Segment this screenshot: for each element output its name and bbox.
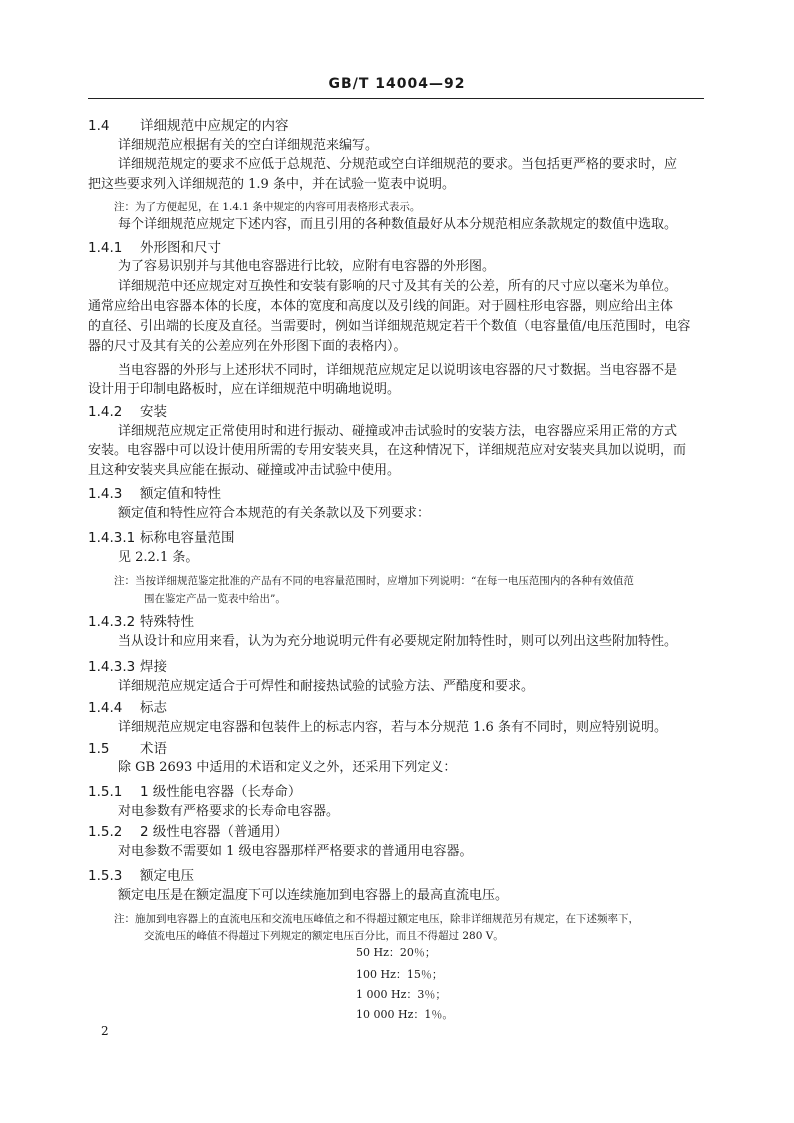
section-heading bbox=[88, 118, 289, 134]
section-heading bbox=[88, 530, 235, 546]
section-title: 详细规范中应规定的内容 bbox=[140, 118, 289, 134]
list-item: 1 000 Hz：3％； bbox=[356, 988, 447, 1001]
paragraph-line: 对电参数有严格要求的长寿命电容器。 bbox=[118, 804, 340, 819]
section-heading bbox=[88, 700, 167, 716]
paragraph-line: 详细规范应规定适合于可焊性和耐接热试验的试验方法、严酷度和要求。 bbox=[118, 679, 535, 694]
paragraph-line: 且这种安装夹具应能在振动、碰撞或冲击试验中使用。 bbox=[88, 463, 401, 478]
paragraph-line: 对电参数不需要如 1 级电容器那样严格要求的普通用电容器。 bbox=[118, 844, 473, 859]
section-title: 1 级性能电容器（长寿命） bbox=[140, 784, 302, 800]
note-line: 注：为了方便起见，在 1.4.1 条中规定的内容可用表格形式表示。 bbox=[114, 201, 421, 213]
paragraph-line: 额定值和特性应符合本规范的有关条款以及下列要求： bbox=[118, 506, 431, 521]
section-heading bbox=[88, 486, 221, 502]
section-number: 1.4.3 bbox=[88, 486, 123, 502]
section-number: 1.4.2 bbox=[88, 404, 123, 420]
page-header: GB/T 14004—92 bbox=[328, 76, 466, 92]
note-line: 交流电压的峰值不得超过下列规定的额定电压百分比，而且不得超过 280 V。 bbox=[144, 930, 504, 942]
page-number: 2 bbox=[101, 1024, 109, 1038]
section-title: 标称电容量范围 bbox=[140, 530, 235, 546]
paragraph-line: 除 GB 2693 中适用的术语和定义之外，还采用下列定义： bbox=[118, 760, 457, 775]
section-title: 安装 bbox=[140, 404, 167, 420]
paragraph-line: 每个详细规范应规定下述内容，而且引用的各种数值最好从本分规范相应条款规定的数值中选取。 bbox=[118, 217, 678, 232]
section-title: 特殊特性 bbox=[140, 614, 194, 630]
list-item: 10 000 Hz：1％。 bbox=[356, 1008, 454, 1021]
section-number: 1.5.1 bbox=[88, 784, 123, 800]
paragraph-line: 详细规范应规定正常使用时和进行振动、碰撞或冲击试验时的安装方法，电容器应采用正常的方式 bbox=[118, 424, 678, 439]
section-heading bbox=[88, 868, 194, 884]
note-line: 围在鉴定产品一览表中给出”。 bbox=[144, 593, 286, 605]
paragraph-line: 把这些要求列入详细规范的 1.9 条中，并在试验一览表中说明。 bbox=[88, 177, 455, 192]
section-number: 1.4.3.3 bbox=[88, 659, 136, 675]
section-number: 1.4.3.2 bbox=[88, 614, 136, 630]
section-title: 额定电压 bbox=[140, 868, 194, 884]
paragraph-line: 详细规范应规定电容器和包装件上的标志内容，若与本分规范 1.6 条有不同时，则应特别说明。 bbox=[118, 720, 667, 735]
section-title: 外形图和尺寸 bbox=[140, 240, 221, 256]
section-number: 1.4.4 bbox=[88, 700, 123, 716]
paragraph-line: 详细规范规定的要求不应低于总规范、分规范或空白详细规范的要求。当包括更严格的要求时，应 bbox=[118, 157, 678, 172]
paragraph-line: 详细规范中还应规定对互换性和安装有影响的尺寸及其有关的公差，所有的尺寸应以毫米为单位。 bbox=[118, 279, 678, 294]
section-title: 焊接 bbox=[140, 659, 167, 675]
note-line: 注：施加到电容器上的直流电压和交流电压峰值之和不得超过额定电压，除非详细规范另有规定，在下述频率下， bbox=[114, 913, 639, 925]
paragraph-line: 当从设计和应用来看，认为为充分地说明元件有必要规定附加特性时，则可以列出这些附加特性。 bbox=[118, 634, 678, 649]
section-heading bbox=[88, 404, 167, 420]
paragraph-line: 见 2.2.1 条。 bbox=[118, 550, 199, 565]
paragraph-line: 通常应给出电容器本体的长度，本体的宽度和高度以及引线的间距。对于圆柱形电容器，则应给出主体 bbox=[88, 299, 674, 314]
section-number: 1.5 bbox=[88, 741, 110, 757]
paragraph-line: 为了容易识别并与其他电容器进行比较，应附有电容器的外形图。 bbox=[118, 259, 496, 274]
section-number: 1.5.2 bbox=[88, 824, 123, 840]
note-line: 注：当按详细规范鉴定批准的产品有不同的电容量范围时，应增加下列说明：“在每一电压范围内的各种有效值范 bbox=[114, 575, 634, 587]
paragraph-line: 额定电压是在额定温度下可以连续施加到电容器上的最高直流电压。 bbox=[118, 888, 509, 903]
section-heading bbox=[88, 824, 288, 840]
section-number: 1.5.3 bbox=[88, 868, 123, 884]
paragraph-line: 当电容器的外形与上述形状不同时，详细规范应规定足以说明该电容器的尺寸数据。当电容器不是 bbox=[118, 363, 678, 378]
paragraph-line: 详细规范应根据有关的空白详细规范来编写。 bbox=[118, 138, 379, 153]
header-rule bbox=[88, 98, 704, 99]
list-item: 100 Hz：15％； bbox=[356, 968, 443, 981]
section-heading bbox=[88, 741, 167, 757]
section-heading bbox=[88, 659, 167, 675]
section-heading bbox=[88, 240, 221, 256]
section-number: 1.4 bbox=[88, 118, 110, 134]
section-number: 1.4.1 bbox=[88, 240, 123, 256]
section-title: 标志 bbox=[140, 700, 167, 716]
section-heading bbox=[88, 784, 301, 800]
paragraph-line: 的直径、引出端的长度及直径。当需要时，例如当详细规范规定若干个数值（电容量值/电压范围时，电容 bbox=[88, 319, 691, 334]
paragraph-line: 安装。电容器中可以设计使用所需的专用安装夹具，在这种情况下，详细规范应对安装夹具加以说明，而 bbox=[88, 443, 687, 458]
section-title: 2 级性电容器（普通用） bbox=[140, 824, 288, 840]
section-number: 1.4.3.1 bbox=[88, 530, 136, 546]
section-title: 术语 bbox=[140, 741, 167, 757]
section-title: 额定值和特性 bbox=[140, 486, 221, 502]
paragraph-line: 设计用于印制电路板时，应在详细规范中明确地说明。 bbox=[88, 382, 401, 397]
paragraph-line: 器的尺寸及其有关的公差应列在外形图下面的表格内）。 bbox=[88, 339, 407, 354]
section-heading bbox=[88, 614, 194, 630]
list-item: 50 Hz：20％； bbox=[356, 946, 436, 959]
